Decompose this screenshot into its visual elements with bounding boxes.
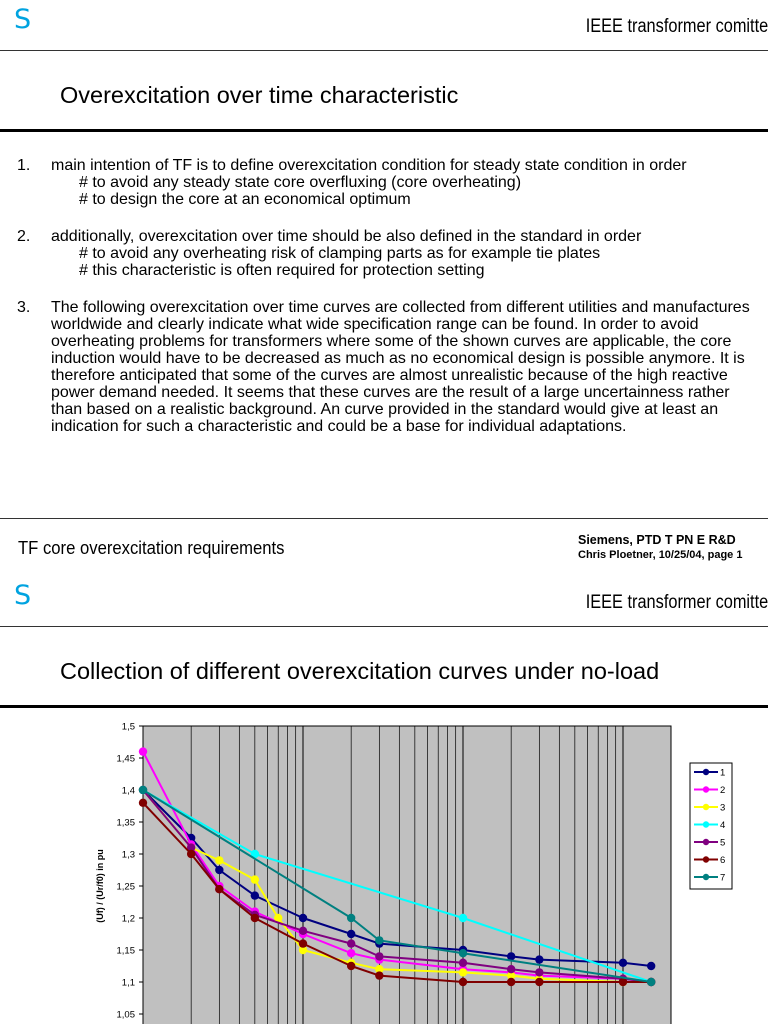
series-point-6 <box>251 914 259 922</box>
series-point-7 <box>647 978 655 986</box>
sub-item: # to design the core at an economical optimum <box>79 191 411 208</box>
sub-item: # to avoid any steady state core overfluxing (core overheating) <box>79 174 522 191</box>
series-point-6 <box>187 850 195 858</box>
series-point-1 <box>251 891 259 899</box>
footer-author: Chris Ploetner, 10/25/04, page 1 <box>578 549 743 561</box>
series-point-2 <box>139 747 147 755</box>
footer-info <box>578 533 742 561</box>
legend-label: 2 <box>720 785 726 796</box>
footer-title: TF core overexcitation requirements <box>18 537 285 558</box>
item-text: additionally, overexcitation over time should be also defined in the standard in order <box>51 228 642 245</box>
item-number: 2. <box>17 228 31 245</box>
series-point-5 <box>347 939 355 947</box>
title-divider <box>0 705 768 708</box>
series-point-6 <box>535 978 543 986</box>
series-point-3 <box>251 875 259 883</box>
list-item <box>17 299 762 435</box>
y-tick-label: 1,3 <box>121 849 135 861</box>
series-point-1 <box>619 959 627 967</box>
series-point-1 <box>299 914 307 922</box>
legend-marker-5 <box>703 839 709 845</box>
list-item <box>17 228 762 279</box>
siemens-logo: S <box>14 4 32 35</box>
series-point-7 <box>347 914 355 922</box>
legend-marker-2 <box>703 786 709 792</box>
header-title: IEEE transformer comitte <box>585 16 768 37</box>
y-tick-label: 1,15 <box>116 945 135 957</box>
y-tick-label: 1,4 <box>121 785 135 797</box>
series-point-2 <box>347 949 355 957</box>
footer-divider <box>0 518 768 519</box>
legend-label: 3 <box>720 802 726 814</box>
header-divider <box>0 626 768 627</box>
series-point-3 <box>459 968 467 976</box>
title-divider <box>0 129 768 132</box>
legend-marker-3 <box>703 804 709 810</box>
slide-title: Collection of different overexcitation curves under no-load <box>60 658 660 684</box>
item-number: 1. <box>17 157 31 174</box>
header-divider <box>0 50 768 51</box>
series-point-5 <box>375 952 383 960</box>
legend-label: 1 <box>720 767 726 779</box>
series-point-5 <box>299 927 307 935</box>
siemens-logo: S <box>14 580 32 611</box>
overexcitation-chart <box>0 716 768 1024</box>
y-tick-label: 1,45 <box>116 753 135 765</box>
legend-box <box>690 763 732 889</box>
numbered-list <box>17 157 762 455</box>
legend-marker-1 <box>703 769 709 775</box>
plot-area <box>143 726 671 1024</box>
series-point-1 <box>347 930 355 938</box>
series-point-3 <box>215 856 223 864</box>
series-point-6 <box>459 978 467 986</box>
series-point-7 <box>459 949 467 957</box>
series-point-5 <box>459 959 467 967</box>
y-tick-label: 1,2 <box>121 913 135 925</box>
series-point-6 <box>347 962 355 970</box>
legend-marker-6 <box>703 856 709 862</box>
footer-company: Siemens, PTD T PN E R&D <box>578 533 736 547</box>
legend-label: 7 <box>720 872 726 884</box>
item-text: main intention of TF is to define overexcitation condition for steady state condition in order <box>51 157 687 174</box>
series-point-6 <box>139 799 147 807</box>
series-point-6 <box>299 939 307 947</box>
y-tick-label: 1,25 <box>116 881 135 893</box>
slide-2 <box>0 576 768 1024</box>
list-item <box>17 157 762 208</box>
y-tick-label: 1,1 <box>121 977 135 989</box>
y-tick-label: 1,05 <box>116 1009 135 1021</box>
item-number: 3. <box>17 299 31 316</box>
slide-title: Overexcitation over time characteristic <box>60 82 459 108</box>
series-point-6 <box>375 971 383 979</box>
series-point-7 <box>375 936 383 944</box>
series-point-5 <box>535 968 543 976</box>
series-point-6 <box>215 885 223 893</box>
y-axis-label: (Uf) / (Ur/f0) in pu <box>95 849 105 923</box>
series-point-6 <box>507 978 515 986</box>
legend-marker-4 <box>703 821 709 827</box>
y-tick-label: 1,35 <box>116 817 135 829</box>
sub-item: # to avoid any overheating risk of clamping parts as for example tie plates <box>79 245 601 262</box>
legend-marker-7 <box>703 874 709 880</box>
series-point-1 <box>215 866 223 874</box>
series-point-1 <box>535 955 543 963</box>
header-title: IEEE transformer comitte <box>585 592 768 613</box>
sub-item: # this characteristic is often required for protection setting <box>79 262 485 279</box>
legend-label: 5 <box>720 837 726 849</box>
legend-label: 4 <box>720 820 726 831</box>
item-text: The following overexcitation over time curves are collected from different utilities and manufactures worldwide and clearly indicate what wide specification range can be found. In order to avoid overheating problems for transformers where some of the shown curves are applicable, the core induction would have to be decreased as much as no economical design is possible anymore. It is therefore anticipated that some of the curves are almost unrealistic because of the high reactive power demand needed. It seems that these curves are the result of a large uncertainness rather than based on a realistic background. An curve provided in the standard would give at least an indication for such a characteristic and could be a base for individual adaptations. <box>51 299 750 435</box>
series-point-4 <box>459 914 467 922</box>
legend-label: 6 <box>720 855 726 866</box>
series-point-5 <box>507 965 515 973</box>
series-point-1 <box>647 962 655 970</box>
y-tick-label: 1,5 <box>121 721 135 733</box>
series-point-7 <box>139 786 147 794</box>
